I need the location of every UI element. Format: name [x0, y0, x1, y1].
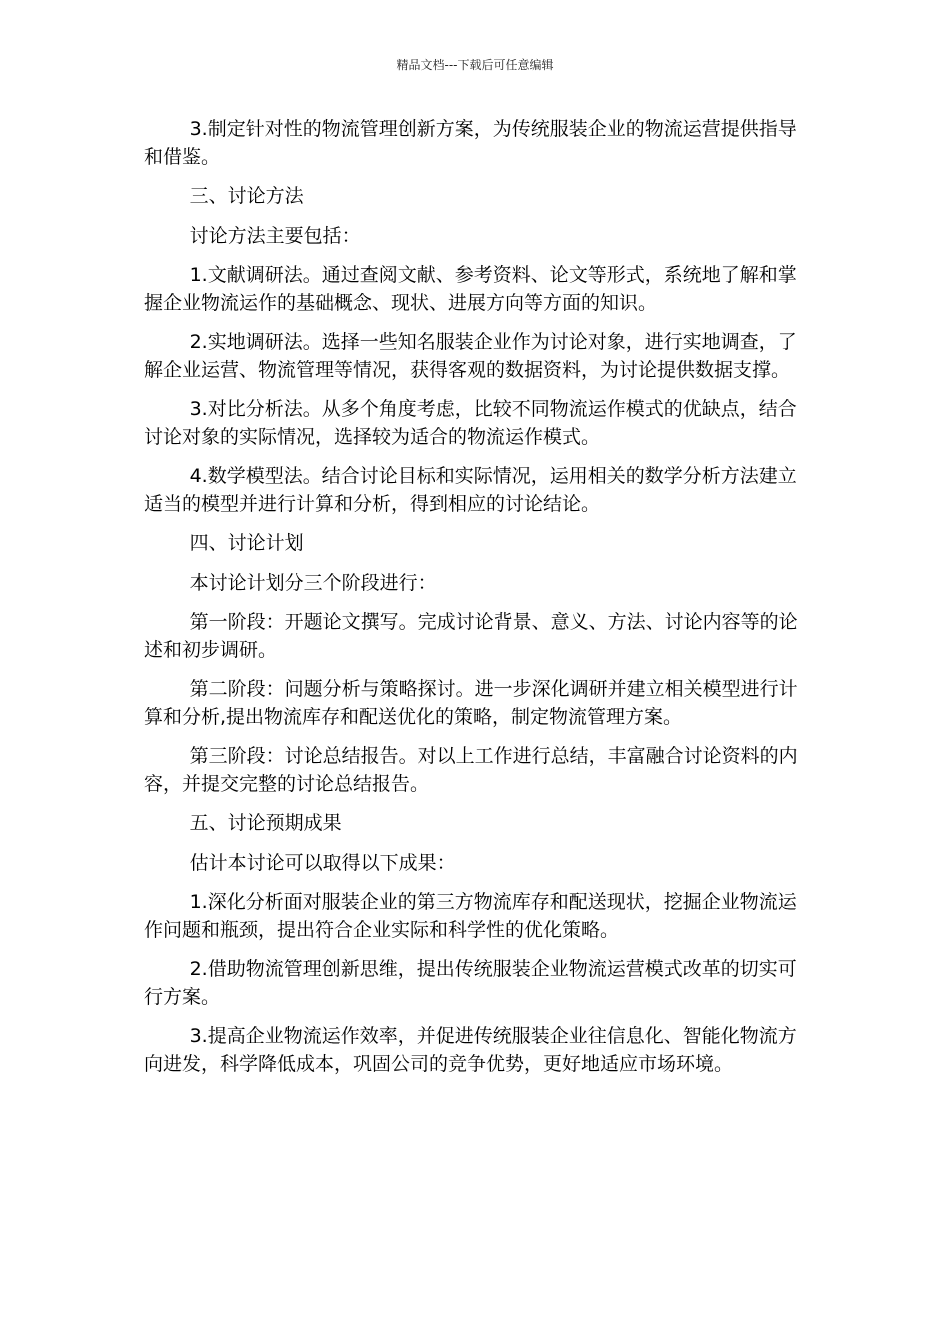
paragraph-outcome-2: 2.借助物流管理创新思维，提出传统服装企业物流运营模式改革的切实可行方案。	[144, 958, 797, 1008]
paragraph-outcome-3: 3.提高企业物流运作效率，并促进传统服装企业往信息化、智能化物流方向进发，科学降低成本，巩固公司的竞争优势，更好地适应市场环境。	[144, 1025, 797, 1075]
paragraph-method-1: 1.文献调研法。通过查阅文献、参考资料、论文等形式，系统地了解和掌握企业物流运作的基础概念、现状、进展方向等方面的知识。	[144, 264, 797, 314]
paragraph-outcome-1: 1.深化分析面对服装企业的第三方物流库存和配送现状，挖掘企业物流运作问题和瓶颈，提出符合企业实际和科学性的优化策略。	[144, 891, 797, 941]
paragraph-method-3: 3.对比分析法。从多个角度考虑，比较不同物流运作模式的优缺点，结合讨论对象的实际情况，选择较为适合的物流运作模式。	[144, 398, 797, 448]
paragraph-method-2: 2.实地调研法。选择一些知名服装企业作为讨论对象，进行实地调查，了解企业运营、物流管理等情况，获得客观的数据资料，为讨论提供数据支撑。	[144, 331, 797, 381]
document-body	[144, 116, 804, 1090]
paragraph-objective-3: 3.制定针对性的物流管理创新方案，为传统服装企业的物流运营提供指导和借鉴。	[144, 118, 797, 168]
section-heading-methods: 三、讨论方法	[189, 185, 304, 207]
page-header: 精品文档---下载后可任意编辑	[396, 58, 554, 72]
paragraph-plan-stage-3: 第三阶段：讨论总结报告。对以上工作进行总结，丰富融合讨论资料的内容，并提交完整的讨论总结报告。	[144, 745, 798, 795]
section-heading-plan: 四、讨论计划	[189, 532, 304, 554]
paragraph-plan-stage-1: 第一阶段：开题论文撰写。完成讨论背景、意义、方法、讨论内容等的论述和初步调研。	[144, 611, 798, 661]
paragraph-outcomes-intro: 估计本讨论可以取得以下成果：	[189, 851, 456, 874]
section-heading-outcomes: 五、讨论预期成果	[189, 812, 342, 834]
paragraph-plan-intro: 本讨论计划分三个阶段进行：	[189, 571, 437, 594]
paragraph-method-4: 4.数学模型法。结合讨论目标和实际情况，运用相关的数学分析方法建立适当的模型并进行计算和分析，得到相应的讨论结论。	[144, 465, 797, 515]
paragraph-plan-stage-2: 第二阶段：问题分析与策略探讨。进一步深化调研并建立相关模型进行计算和分析,提出物流库存和配送优化的策略，制定物流管理方案。	[144, 678, 798, 728]
paragraph-methods-intro: 讨论方法主要包括：	[189, 224, 361, 247]
